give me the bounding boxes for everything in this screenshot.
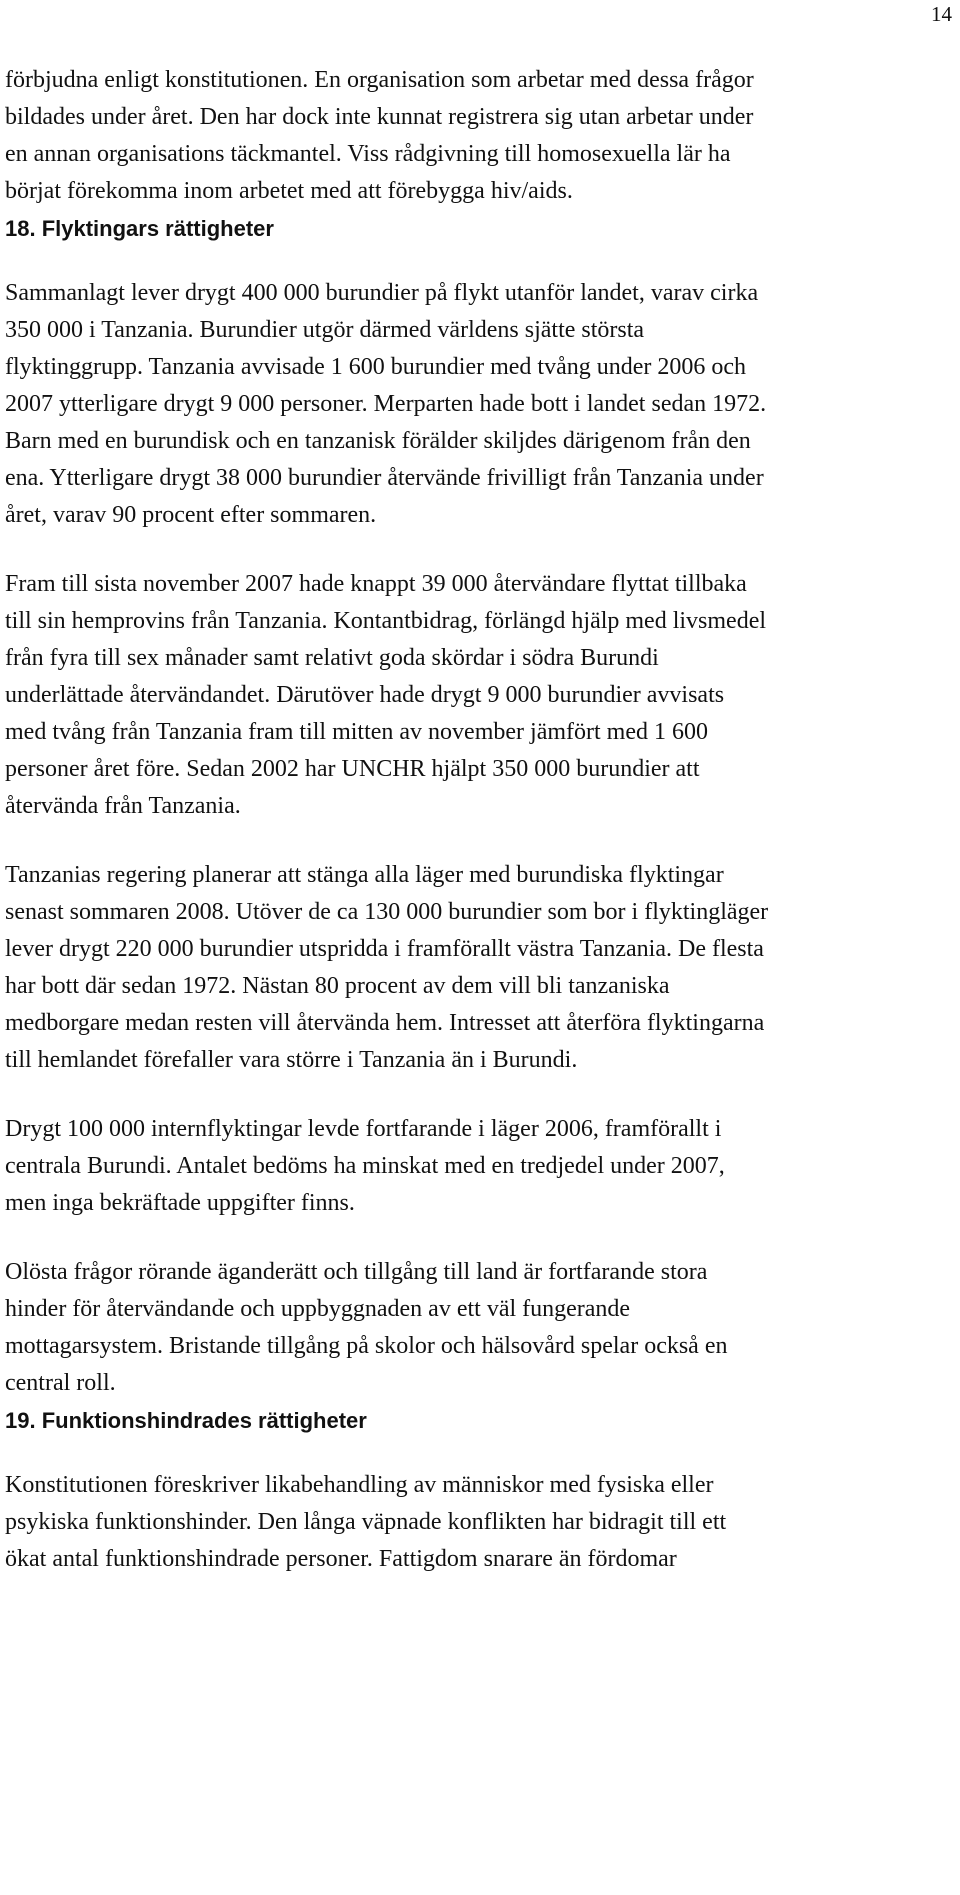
paragraph-internally-displaced bbox=[5, 1111, 945, 1222]
section-heading-refugee-rights: 18. Flyktingars rättigheter bbox=[5, 216, 274, 241]
paragraph-land-ownership bbox=[5, 1254, 945, 1402]
paragraph-homosexuality-continued bbox=[5, 62, 945, 210]
text-line: medborgare medan resten vill återvända hem. Intresset att återföra flyktingarna bbox=[5, 1010, 765, 1036]
text-line: från fyra till sex månader samt relativt goda skördar i södra Burundi bbox=[5, 645, 659, 671]
text-line: med tvång från Tanzania fram till mitten av november jämfört med 1 600 bbox=[5, 719, 708, 745]
text-line: central roll. bbox=[5, 1370, 116, 1396]
text-line: Konstitutionen föreskriver likabehandling av människor med fysiska eller bbox=[5, 1472, 714, 1498]
paragraph-refugee-numbers bbox=[5, 275, 945, 534]
section-heading-disability-rights: 19. Funktionshindrades rättigheter bbox=[5, 1408, 367, 1433]
text-line: 2007 ytterligare drygt 9 000 personer. Merparten hade bott i landet sedan 1972. bbox=[5, 391, 767, 417]
text-line: lever drygt 220 000 burundier utspridda i framförallt västra Tanzania. De flesta bbox=[5, 936, 764, 962]
text-line: Olösta frågor rörande äganderätt och tillgång till land är fortfarande stora bbox=[5, 1259, 708, 1285]
paragraph-disability bbox=[5, 1467, 945, 1578]
text-line: personer året före. Sedan 2002 har UNCHR hjälpt 350 000 burundier att bbox=[5, 756, 700, 782]
text-line: börjat förekomma inom arbetet med att förebygga hiv/aids. bbox=[5, 178, 573, 204]
text-line: har bott där sedan 1972. Nästan 80 procent av dem vill bli tanzaniska bbox=[5, 973, 670, 999]
text-line: en annan organisations täckmantel. Viss rådgivning till homosexuella lär ha bbox=[5, 141, 731, 167]
text-line: mottagarsystem. Bristande tillgång på skolor och hälsovård spelar också en bbox=[5, 1333, 728, 1359]
text-line: flyktinggrupp. Tanzania avvisade 1 600 burundier med tvång under 2006 och bbox=[5, 354, 747, 380]
text-line: återvända från Tanzania. bbox=[5, 793, 241, 819]
text-line: till sin hemprovins från Tanzania. Kontantbidrag, förlängd hjälp med livsmedel bbox=[5, 608, 767, 634]
text-line: psykiska funktionshinder. Den långa väpnade konflikten har bidragit till ett bbox=[5, 1509, 727, 1535]
text-line: men inga bekräftade uppgifter finns. bbox=[5, 1190, 355, 1216]
text-line: underlättade återvändandet. Därutöver hade drygt 9 000 burundier avvisats bbox=[5, 682, 725, 708]
text-line: förbjudna enligt konstitutionen. En organisation som arbetar med dessa frågor bbox=[5, 67, 754, 93]
text-line: ena. Ytterligare drygt 38 000 burundier återvände frivilligt från Tanzania under bbox=[5, 465, 764, 491]
paragraph-tanzania-camps bbox=[5, 857, 945, 1079]
page-number: 14 bbox=[931, 2, 952, 26]
text-line: centrala Burundi. Antalet bedöms ha minskat med en tredjedel under 2007, bbox=[5, 1153, 725, 1179]
text-line: Drygt 100 000 internflyktingar levde fortfarande i läger 2006, framförallt i bbox=[5, 1116, 722, 1142]
text-line: året, varav 90 procent efter sommaren. bbox=[5, 502, 377, 528]
text-line: 350 000 i Tanzania. Burundier utgör därmed världens sjätte största bbox=[5, 317, 645, 343]
text-line: till hemlandet förefaller vara större i Tanzania än i Burundi. bbox=[5, 1047, 578, 1073]
text-line: Fram till sista november 2007 hade knappt 39 000 återvändare flyttat tillbaka bbox=[5, 571, 747, 597]
text-line: ökat antal funktionshindrade personer. Fattigdom snarare än fördomar bbox=[5, 1546, 677, 1572]
document-body bbox=[5, 62, 945, 1578]
text-line: Barn med en burundisk och en tanzanisk förälder skiljdes därigenom från den bbox=[5, 428, 751, 454]
text-line: Sammanlagt lever drygt 400 000 burundier på flykt utanför landet, varav cirka bbox=[5, 280, 759, 306]
text-line: hinder för återvändande och uppbyggnaden av ett väl fungerande bbox=[5, 1296, 631, 1322]
paragraph-returnees bbox=[5, 566, 945, 825]
text-line: senast sommaren 2008. Utöver de ca 130 000 burundier som bor i flyktingläger bbox=[5, 899, 769, 925]
text-line: bildades under året. Den har dock inte kunnat registrera sig utan arbetar under bbox=[5, 104, 754, 130]
text-line: Tanzanias regering planerar att stänga alla läger med burundiska flyktingar bbox=[5, 862, 724, 888]
